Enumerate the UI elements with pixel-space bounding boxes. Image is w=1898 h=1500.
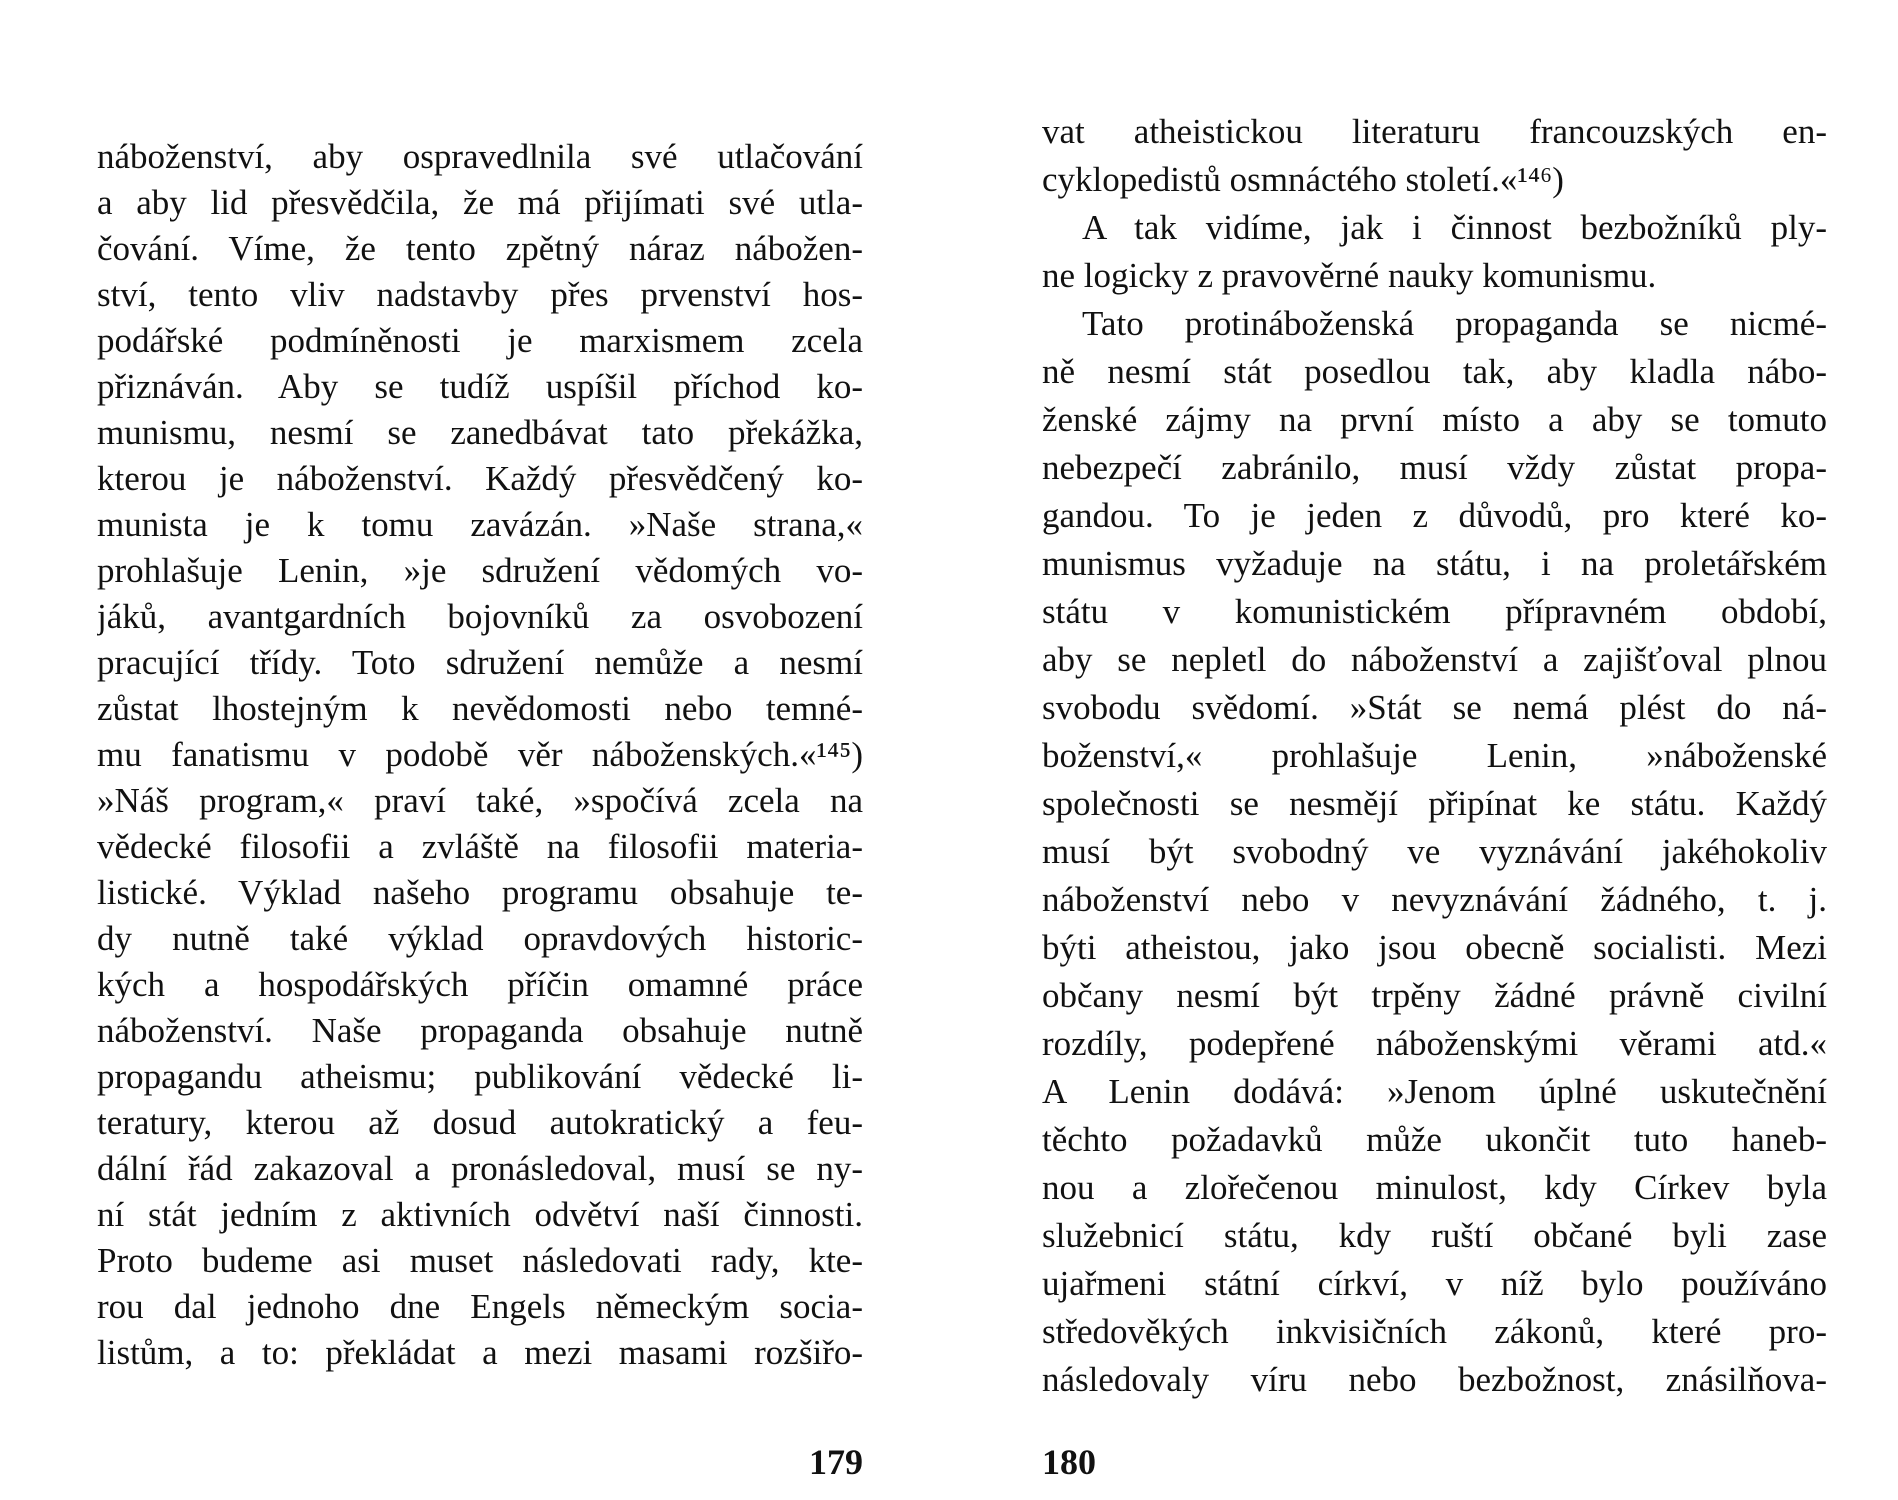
text-line: býti atheistou, jako jsou obecně socialisti. Mezi	[1042, 928, 1827, 967]
text-line: ně nesmí stát posedlou tak, aby kladla nábo-	[1042, 352, 1827, 391]
text-line: občany nesmí být trpěny žádné právně civilní	[1042, 976, 1827, 1015]
text-line: gandou. To je jeden z důvodů, pro které ko-	[1042, 496, 1827, 535]
text-line: vědecké filosofii a zvláště na filosofii materia-	[97, 827, 863, 866]
text-line: náboženství, aby ospravedlnila své utlačování	[97, 137, 863, 176]
text-line: teratury, kterou až dosud autokratický a feu-	[97, 1103, 863, 1142]
text-line: náboženství. Naše propaganda obsahuje nutně	[97, 1011, 863, 1050]
text-line: aby se nepletl do náboženství a zajišťoval plnou	[1042, 640, 1827, 679]
text-line: nebezpečí zabránilo, musí vždy zůstat propa-	[1042, 448, 1827, 487]
page-number-left: 179	[809, 1442, 863, 1482]
text-line: propagandu atheismu; publikování vědecké li-	[97, 1057, 863, 1096]
text-line: čování. Víme, že tento zpětný náraz nábožen-	[97, 229, 863, 268]
text-line: »Náš program,« praví také, »spočívá zcela na	[97, 781, 863, 820]
text-line: A tak vidíme, jak i činnost bezbožníků ply-	[1082, 208, 1827, 247]
text-line: náboženství nebo v nevyznávání žádného, t. j.	[1042, 880, 1827, 919]
text-line: vat atheistickou literaturu francouzských en-	[1042, 112, 1827, 151]
left-page-text-column	[97, 134, 863, 1376]
text-line: zůstat lhostejným k nevědomosti nebo temné-	[97, 689, 863, 728]
text-line: společnosti se nesmějí připínat ke státu. Každý	[1042, 784, 1827, 823]
right-page-text-column	[1042, 108, 1827, 1404]
text-line: ství, tento vliv nadstavby přes prvenství hos-	[97, 275, 863, 314]
page-number-right: 180	[1042, 1442, 1096, 1482]
text-line: musí být svobodný ve vyznávání jakéhokoliv	[1042, 832, 1827, 871]
text-line: listům, a to: překládat a mezi masami rozšiřo-	[97, 1333, 863, 1372]
text-line: ní stát jedním z aktivních odvětví naší činnosti.	[97, 1195, 863, 1234]
text-line: Proto budeme asi muset následovati rady, kte-	[97, 1241, 863, 1280]
text-line: munista je k tomu zavázán. »Naše strana,«	[97, 505, 863, 544]
text-line: rozdíly, podepřené náboženskými věrami atd.«	[1042, 1024, 1827, 1063]
text-line: dální řád zakazoval a pronásledoval, musí se ny-	[97, 1149, 863, 1188]
text-line: svobodu svědomí. »Stát se nemá plést do ná-	[1042, 688, 1827, 727]
text-line: munismu, nesmí se zanedbávat tato překážka,	[97, 413, 863, 452]
text-line: kých a hospodářských příčin omamné práce	[97, 965, 863, 1004]
text-line: ne logicky z pravověrné nauky komunismu.	[1042, 256, 1657, 295]
text-line: pracující třídy. Toto sdružení nemůže a nesmí	[97, 643, 863, 682]
text-line: těchto požadavků může ukončit tuto haneb-	[1042, 1120, 1827, 1159]
text-line: jáků, avantgardních bojovníků za osvobození	[97, 597, 863, 636]
text-line: nou a zlořečenou minulost, kdy Církev byla	[1042, 1168, 1827, 1207]
text-line: munismus vyžaduje na státu, i na proletářském	[1042, 544, 1827, 583]
right-page	[949, 0, 1898, 1500]
text-line: služebnicí státu, kdy ruští občané byli zase	[1042, 1216, 1827, 1255]
text-line: Tato protináboženská propaganda se nicmé-	[1082, 304, 1827, 343]
text-line: boženství,« prohlašuje Lenin, »náboženské	[1042, 736, 1827, 775]
text-line: prohlašuje Lenin, »je sdružení vědomých vo-	[97, 551, 863, 590]
text-line: cyklopedistů osmnáctého století.«¹⁴⁶)	[1042, 160, 1564, 199]
text-line: následovaly víru nebo bezbožnost, znásilňova-	[1042, 1360, 1827, 1399]
text-line: ženské zájmy na první místo a aby se tomuto	[1042, 400, 1827, 439]
text-line: kterou je náboženství. Každý přesvědčený ko-	[97, 459, 863, 498]
text-line: přiznáván. Aby se tudíž uspíšil příchod ko-	[97, 367, 863, 406]
text-line: listické. Výklad našeho programu obsahuje te-	[97, 873, 863, 912]
text-line: státu v komunistickém přípravném období,	[1042, 592, 1827, 631]
text-line: dy nutně také výklad opravdových historic-	[97, 919, 863, 958]
text-line: A Lenin dodává: »Jenom úplné uskutečnění	[1042, 1072, 1827, 1111]
text-line: středověkých inkvisičních zákonů, které pro-	[1042, 1312, 1827, 1351]
text-line: rou dal jednoho dne Engels německým socia-	[97, 1287, 863, 1326]
text-line: ujařmeni státní církví, v níž bylo používáno	[1042, 1264, 1827, 1303]
text-line: a aby lid přesvědčila, že má přijímati své utla-	[97, 183, 863, 222]
text-line: podářské podmíněnosti je marxismem zcela	[97, 321, 863, 360]
text-line: mu fanatismu v podobě věr náboženských.«¹⁴⁵)	[97, 735, 863, 774]
